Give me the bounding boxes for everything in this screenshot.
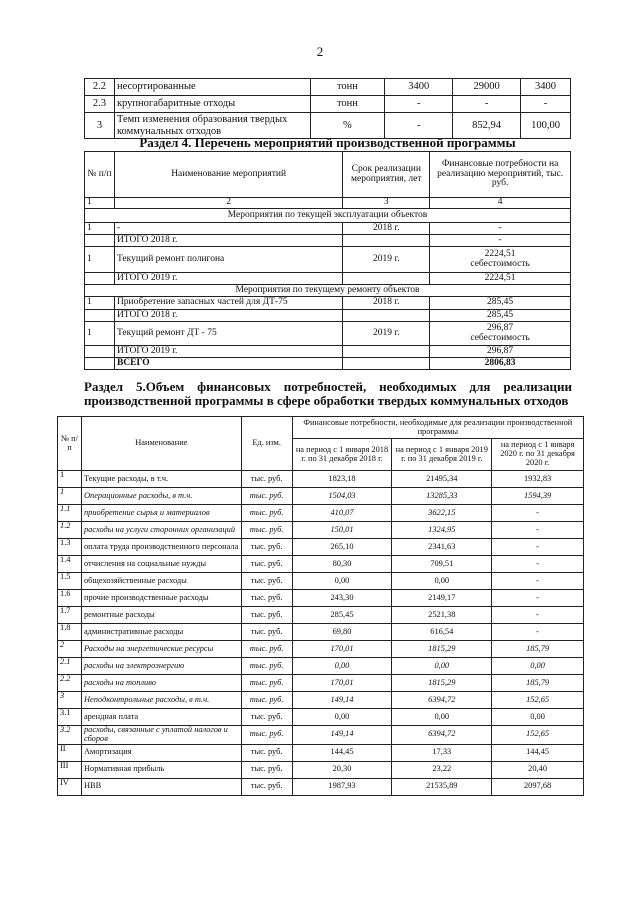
unit: тыс. руб. [241,471,292,488]
value-2018: - [385,113,453,139]
total-label: ИТОГО 2018 г. [114,235,342,247]
value-2019: 13285,33 [392,488,492,505]
activity-name: Текущий ремонт ДТ - 75 [114,322,342,346]
total-row [85,273,571,285]
group-title: Мероприятия по текущему ремонту объектов [85,285,571,297]
activity-term: 2018 г. [343,297,430,310]
activity-value: 296,87 [487,322,514,333]
column-numbers-row [85,198,571,209]
table-row [58,607,584,624]
table-row [58,744,584,761]
expense-name: Операционные расходы, в т.ч. [81,488,241,505]
expense-name: расходы, связанные с уплатой налогов и сборов [81,726,241,745]
value-2020: 1932,83 [492,471,584,488]
header-term: Срок реализации мероприятия, лет [343,152,430,198]
grand-total-row [85,358,571,370]
table-row [58,726,584,745]
activity-name: - [114,223,342,235]
expense-name: общехозяйственные расходы [81,573,241,590]
value-2019: 2149,17 [392,590,492,607]
expense-name: Расходы на энергетические ресурсы [81,641,241,658]
value-2020: 1594,39 [492,488,584,505]
grand-total-value: 2806,83 [430,358,571,370]
expense-name: расходы на услуги сторонних организаций [81,522,241,539]
row-number: 1.3 [58,539,82,556]
expense-name: административные расходы [81,624,241,641]
value-2020: 20,40 [492,761,584,778]
row-number: 1.2 [58,522,82,539]
total-label: ИТОГО 2019 г. [114,346,342,358]
row-number: 1.4 [58,556,82,573]
unit: тыс. руб. [241,709,292,726]
value-2020: 144,45 [492,744,584,761]
value-2019: 21535,89 [392,778,492,795]
value-2018: 144,45 [292,744,392,761]
activity-name: Текущий ремонт полигона [114,247,342,273]
row-number: 2.2 [85,79,115,96]
unit: тыс. руб. [241,624,292,641]
grand-total-label: ВСЕГО [114,358,342,370]
waste-volume-table [84,78,571,139]
table-row [58,488,584,505]
unit: тыс. руб. [241,539,292,556]
total-row [85,235,571,247]
section4-title: Раздел 4. Перечень мероприятий производственной программы [139,135,516,150]
row-number: 1.1 [58,505,82,522]
value-2018: 170,01 [292,675,392,692]
value-2020: 0,00 [492,709,584,726]
table-row [58,761,584,778]
activities-table [84,151,571,370]
value-2019: 21495,34 [392,471,492,488]
indicator-name: несортированные [114,79,310,96]
header-period-2020: на период с 1 января 2020 г. по 31 декабря 2020 г. [492,439,584,471]
page-number: 2 [316,44,324,59]
value-2018: 150,01 [292,522,392,539]
value-2020: 185,79 [492,641,584,658]
table-header [85,152,571,198]
value-2018: 1823,18 [292,471,392,488]
unit: тыс. руб. [241,761,292,778]
header-finance: Финансовые потребности на реализацию мероприятий, тыс. руб. [430,152,571,198]
table-row [58,778,584,795]
unit: тыс. руб. [241,641,292,658]
total-row [85,346,571,358]
unit: тыс. руб. [241,573,292,590]
unit: тонн [310,79,385,96]
table-row [85,223,571,235]
table-row [85,297,571,310]
section5-title-line2: производственной программы в сфере обработки твердых коммунальных отходов [84,393,569,409]
header-unit: Ед. изм. [241,417,292,471]
table-row [58,573,584,590]
total-value: 2224,51 [430,273,571,285]
activity-note: себестоимость [470,258,530,269]
activity-term: 2018 г. [343,223,430,235]
table-row [85,322,571,346]
expense-name: НВВ [81,778,241,795]
activity-term: 2019 г. [343,247,430,273]
value-2018: 170,01 [292,641,392,658]
value-2019: 23,22 [392,761,492,778]
value-2018: 1504,03 [292,488,392,505]
col-number: 3 [343,198,430,209]
expense-name: приобретение сырья и материалов [81,505,241,522]
row-number: 1 [58,488,82,505]
activity-value: 2224,51 [484,248,516,259]
value-2018: 69,80 [292,624,392,641]
total-value: - [430,235,571,247]
col-number: 2 [114,198,342,209]
value-2020: - [492,522,584,539]
header-name: Наименование мероприятий [114,152,342,198]
row-number: 2.3 [85,96,115,113]
table-row [85,79,571,96]
value-2019: 0,00 [392,573,492,590]
table-row [58,556,584,573]
unit: тыс. руб. [241,778,292,795]
expense-name: ремонтные расходы [81,607,241,624]
value-2020: 152,65 [492,692,584,709]
row-number: 1.5 [58,573,82,590]
expense-name: Амортизация [81,744,241,761]
unit: тыс. руб. [241,607,292,624]
unit: тыс. руб. [241,658,292,675]
row-number: 2.2 [58,675,82,692]
total-row [85,310,571,322]
expense-name: отчисления на социальные нужды [81,556,241,573]
value-2018: - [385,96,453,113]
value-2020: - [521,96,571,113]
value-2018: 3400 [385,79,453,96]
finance-needs-table [57,416,584,796]
group-header-row [85,285,571,297]
value-2019: 1324,95 [392,522,492,539]
unit: тыс. руб. [241,488,292,505]
value-2018: 285,45 [292,607,392,624]
table-row [58,539,584,556]
value-2020: 3400 [521,79,571,96]
row-number: 1 [85,322,115,346]
table-row [58,658,584,675]
header-period-2019: на период с 1 января 2019 г. по 31 декабря 2019 г. [392,439,492,471]
row-number: 1.7 [58,607,82,624]
activity-value: - [430,223,571,235]
header-finance: Финансовые потребности, необходимые для реализации производственной программы [292,417,583,439]
value-2019: 6394,72 [392,726,492,745]
value-2020: - [492,607,584,624]
table-row [85,247,571,273]
value-2020: - [492,573,584,590]
activity-note: себестоимость [470,332,530,343]
value-2019: 616,54 [392,624,492,641]
value-2018: 20,30 [292,761,392,778]
value-2020: 0,00 [492,658,584,675]
row-number: 1 [85,247,115,273]
col-number: 4 [430,198,571,209]
table-row [58,675,584,692]
value-2019: 852,94 [453,113,521,139]
row-number: II [58,744,82,761]
indicator-name: крупногабаритные отходы [114,96,310,113]
total-value: 285,45 [430,310,571,322]
unit: тыс. руб. [241,522,292,539]
row-number: 1.8 [58,624,82,641]
value-2020: - [492,505,584,522]
activity-name: Приобретение запасных частей для ДТ-75 [114,297,342,310]
section5-title [84,380,572,409]
row-number: 2.1 [58,658,82,675]
unit: тыс. руб. [241,505,292,522]
value-2020: - [492,624,584,641]
unit: тыс. руб. [241,590,292,607]
value-2020: 2097,68 [492,778,584,795]
expense-name: Нормативная прибыль [81,761,241,778]
value-2019: - [453,96,521,113]
value-2019: 709,51 [392,556,492,573]
value-2019: 0,00 [392,658,492,675]
activity-value: 285,45 [430,297,571,310]
value-2019: 3622,15 [392,505,492,522]
indicator-name: Темп изменения образования твердых коммунальных отходов [114,113,310,139]
row-number: 1 [85,223,115,235]
section5-title-line1: Раздел 5.Объем финансовых потребностей, необходимых для реализации [84,379,572,394]
expense-name: расходы на топливо [81,675,241,692]
unit: % [310,113,385,139]
value-2018: 80,30 [292,556,392,573]
unit: тыс. руб. [241,744,292,761]
total-value: 296,87 [430,346,571,358]
value-2020: - [492,590,584,607]
table-row [85,96,571,113]
value-2020: 100,00 [521,113,571,139]
value-2018: 149,14 [292,726,392,745]
value-2020: - [492,556,584,573]
unit: тыс. руб. [241,556,292,573]
expense-name: Текущие расходы, в т.ч. [81,471,241,488]
value-2018: 0,00 [292,709,392,726]
group-title: Мероприятия по текущей эксплуатации объектов [85,209,571,223]
table-row [58,522,584,539]
expense-name: арендная плата [81,709,241,726]
value-2018: 410,07 [292,505,392,522]
table-row [58,624,584,641]
unit: тыс. руб. [241,692,292,709]
value-2019: 2521,38 [392,607,492,624]
expense-name: прочие производственные расходы [81,590,241,607]
row-number: 3 [58,692,82,709]
row-number: 3 [85,113,115,139]
expense-name: оплата труда производственного персонала [81,539,241,556]
value-2018: 0,00 [292,658,392,675]
row-number: III [58,761,82,778]
value-2018: 1987,93 [292,778,392,795]
table-row [58,471,584,488]
table-row [58,505,584,522]
value-2019: 2341,63 [392,539,492,556]
table-row [58,641,584,658]
group-header-row [85,209,571,223]
table-row [58,590,584,607]
value-2019: 6394,72 [392,692,492,709]
value-2019: 0,00 [392,709,492,726]
header-name: Наименование [81,417,241,471]
row-number: IV [58,778,82,795]
value-2019: 17,33 [392,744,492,761]
value-2019: 1815,29 [392,675,492,692]
value-2018: 0,00 [292,573,392,590]
total-label: ИТОГО 2018 г. [114,310,342,322]
activity-term: 2019 г. [343,322,430,346]
value-2018: 243,30 [292,590,392,607]
col-number: 1 [85,198,115,209]
unit: тыс. руб. [241,675,292,692]
row-number: 1 [58,471,82,488]
header-period-2018: на период с 1 января 2018 г. по 31 декабря 2018 г. [292,439,392,471]
value-2019: 1815,29 [392,641,492,658]
table-row [58,709,584,726]
value-2018: 265,10 [292,539,392,556]
unit: тыс. руб. [241,726,292,745]
value-2018: 149,14 [292,692,392,709]
expense-name: расходы на электроэнергию [81,658,241,675]
table-row [58,692,584,709]
row-number: 1 [85,297,115,310]
row-number: 3.2 [58,726,82,745]
value-2020: 152,65 [492,726,584,745]
header-num: № п/п [85,152,115,198]
total-label: ИТОГО 2019 г. [114,273,342,285]
row-number: 2 [58,641,82,658]
value-2019: 29000 [453,79,521,96]
value-2020: 185,79 [492,675,584,692]
expense-name: Неподконтрольные расходы, в т.ч. [81,692,241,709]
row-number: 1.6 [58,590,82,607]
row-number: 3.1 [58,709,82,726]
unit: тонн [310,96,385,113]
header-num: № п/п [58,417,82,471]
value-2020: - [492,539,584,556]
table-header [58,417,584,439]
